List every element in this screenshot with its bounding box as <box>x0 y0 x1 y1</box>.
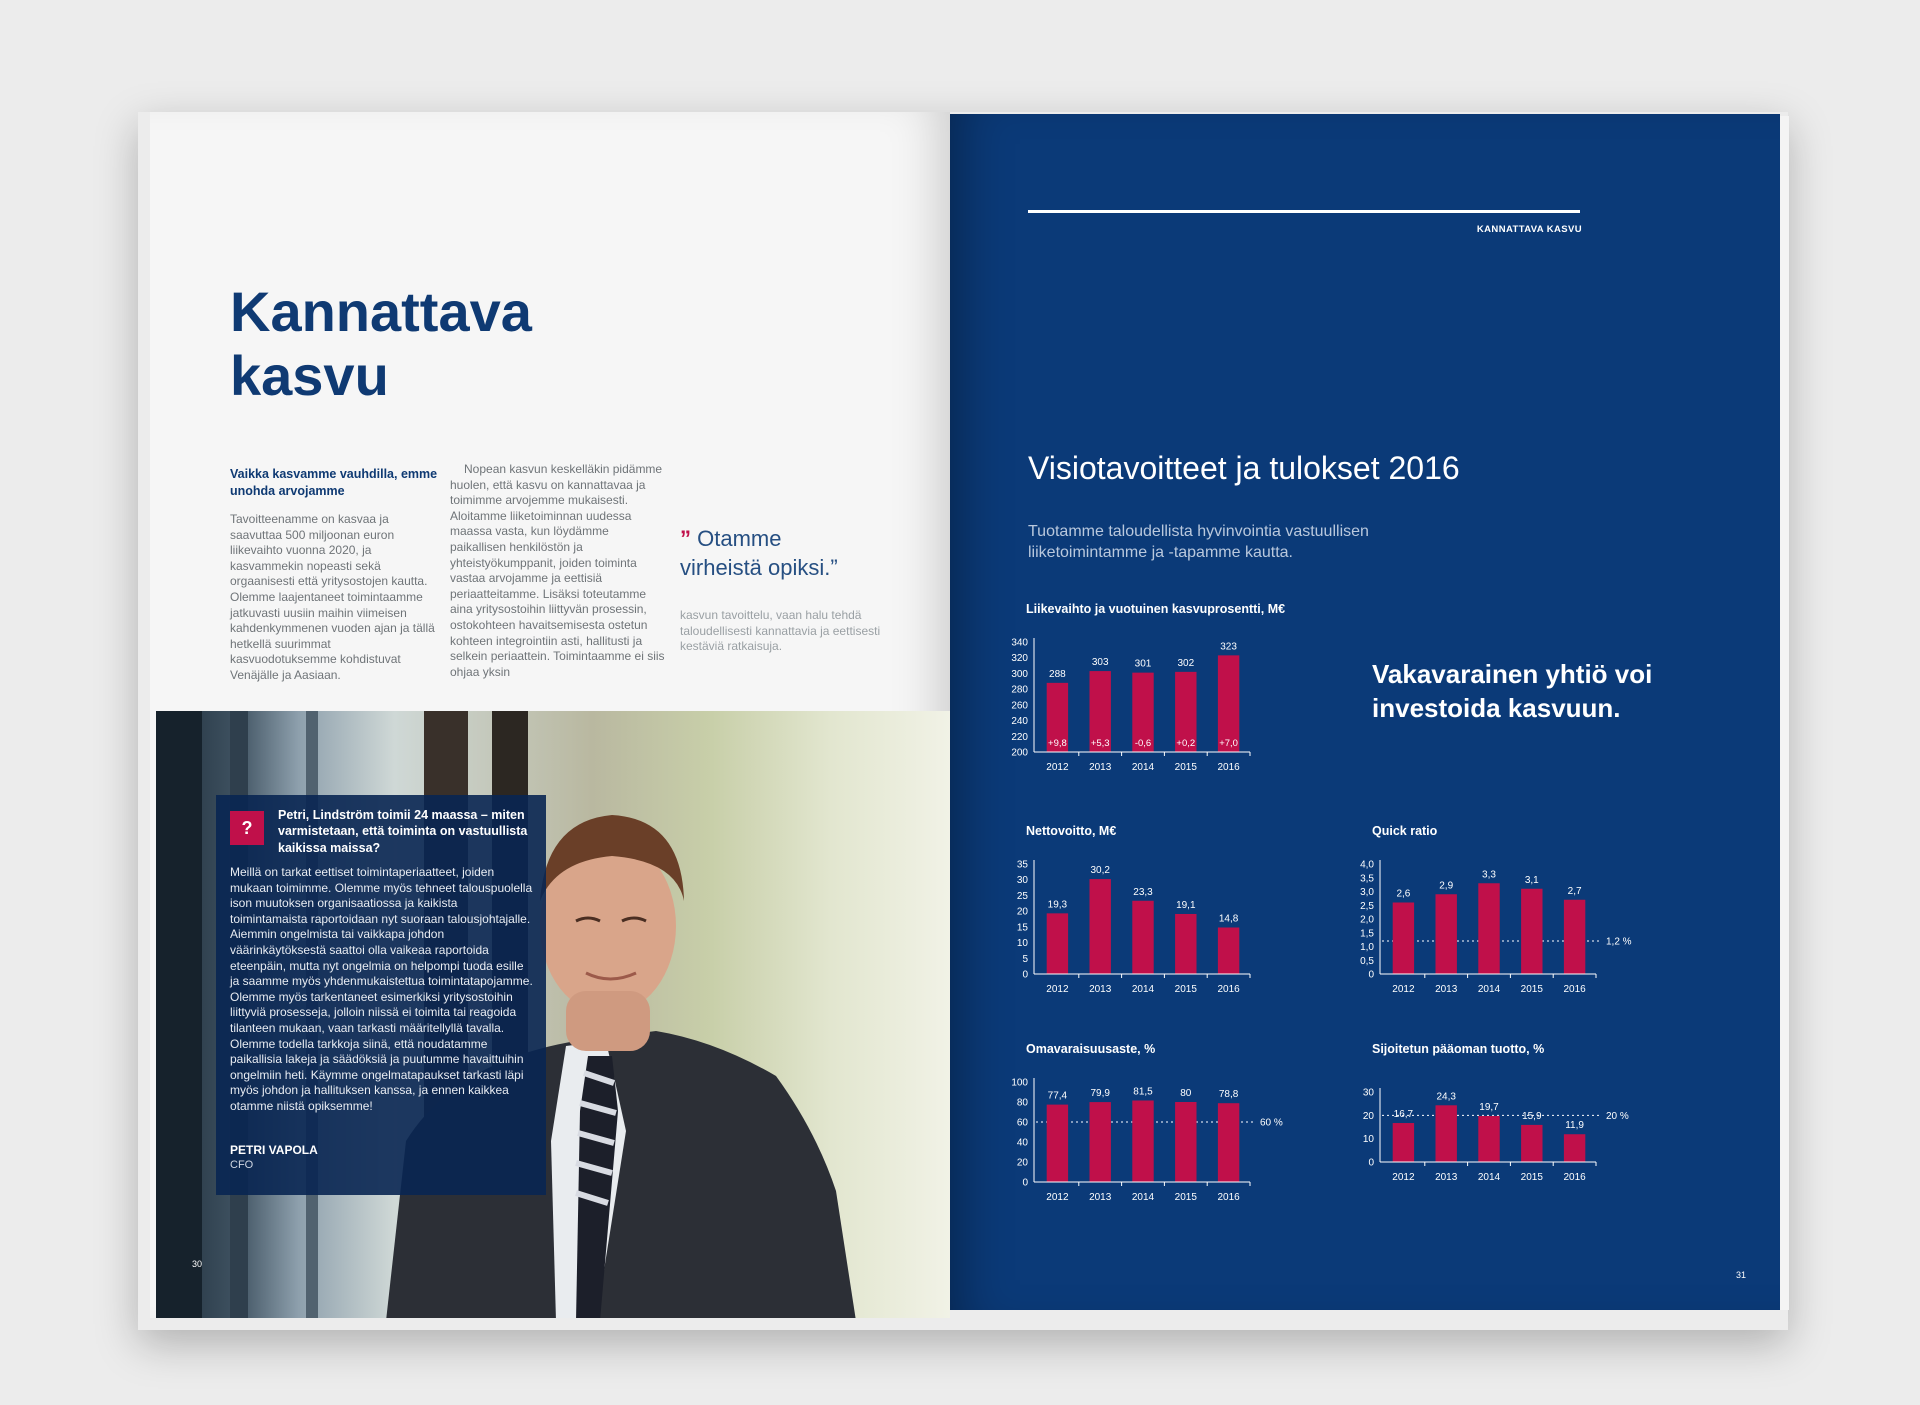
chart-title-revenue: Liikevaihto ja vuotuinen kasvuprosentti, M€ <box>1026 602 1286 616</box>
x-tick-label: 2014 <box>1131 762 1155 773</box>
y-tick-label: 320 <box>1011 653 1028 665</box>
y-tick-label: 20 <box>1016 906 1028 918</box>
section-title: Visiotavoitteet ja tulokset 2016 <box>1028 450 1460 486</box>
page-number-left: 30 <box>192 1259 203 1269</box>
chart-net-profit <box>1000 854 1290 1004</box>
header-rule <box>1028 210 1580 213</box>
quote-mark-icon: ” <box>680 526 691 551</box>
x-tick-label: 2016 <box>1217 1192 1240 1203</box>
growth-label: -0,6 <box>1134 738 1152 749</box>
x-tick-label: 2013 <box>1435 984 1458 995</box>
x-tick-label: 2016 <box>1563 1172 1586 1183</box>
bar <box>1393 1123 1414 1162</box>
bar <box>1090 879 1111 974</box>
y-tick-label: 25 <box>1016 890 1028 902</box>
y-tick-label: 30 <box>1362 1087 1374 1099</box>
x-tick-label: 2013 <box>1089 1192 1112 1203</box>
slogan: Vakavarainen yhtiö voi investoida kasvuun. <box>1372 659 1653 723</box>
y-tick-label: 220 <box>1011 731 1028 743</box>
y-tick-label: 0,5 <box>1360 955 1374 967</box>
x-tick-label: 2015 <box>1520 1172 1543 1183</box>
y-tick-label: 280 <box>1011 684 1028 696</box>
target-label: 20 % <box>1606 1110 1629 1122</box>
y-tick-label: 2,5 <box>1360 900 1374 912</box>
y-tick-label: 20 <box>1016 1157 1028 1169</box>
x-tick-label: 2015 <box>1520 984 1543 995</box>
growth-label: +9,8 <box>1048 738 1067 749</box>
y-tick-label: 0 <box>1368 969 1374 981</box>
y-tick-label: 4,0 <box>1360 859 1374 871</box>
bar <box>1047 1105 1068 1182</box>
target-label: 1,2 % <box>1606 936 1632 948</box>
chart-equity-ratio <box>1000 1072 1330 1222</box>
target-label: 60 % <box>1260 1117 1283 1129</box>
bar <box>1218 1103 1239 1182</box>
page-edge <box>1780 116 1789 1310</box>
value-label: 80 <box>1180 1088 1192 1099</box>
x-tick-label: 2014 <box>1131 984 1155 995</box>
section-subtitle: Tuotamme taloudellista hyvinvointia vastuullisen liiketoimintamme ja -tapamme kautta. <box>1028 523 1369 561</box>
title-line-1: Kannattava <box>230 280 532 343</box>
value-label: 19,3 <box>1047 899 1068 911</box>
lead-heading: Vaikka kasvamme vauhdilla, emme unohda arvojamme <box>230 467 438 498</box>
value-label: 30,2 <box>1090 865 1110 877</box>
right-page <box>950 114 1780 1310</box>
body-column-2: Nopean kasvun keskelläkin pidämme huolen, että kasvu on kannattavaa ja toimimme arvojemme mukaisesti. Aloitamme liiketoiminnan uudessa maassa vasta, kun löydämme paikallisen henkilöstön ja yhteistyökumppanit, joiden toiminta vastaa arvojamme ja eettisiä periaatteitamme. Lisäksi toteutamme aina yritysostoihin liittyvän prosessin, ostokohteen havaitsemisesta ostetun kohteen integrointiin asti, hallitusti ja selkein periaattein. Toimintaamme ei siis ohjaa yksin <box>450 462 665 679</box>
chart-title-quick-ratio: Quick ratio <box>1372 824 1438 838</box>
bar <box>1132 901 1153 974</box>
quote-line-2: virheistä opiksi.” <box>680 554 838 580</box>
value-label: 3,1 <box>1524 874 1539 886</box>
signature-name: PETRI VAPOLA <box>230 1143 318 1157</box>
y-tick-label: 100 <box>1011 1077 1028 1089</box>
value-label: 23,3 <box>1133 886 1153 898</box>
x-tick-label: 2012 <box>1046 762 1069 773</box>
value-label: 2,6 <box>1396 888 1411 900</box>
x-tick-label: 2012 <box>1392 984 1415 995</box>
quote-line-1: Otamme <box>697 526 782 551</box>
pull-quote <box>680 525 838 582</box>
value-label: 3,3 <box>1482 869 1496 881</box>
bar <box>1047 913 1068 974</box>
value-label: 78,8 <box>1218 1089 1239 1101</box>
bar <box>1175 1102 1196 1182</box>
y-tick-label: 260 <box>1011 700 1028 712</box>
bar <box>1436 894 1457 974</box>
y-tick-label: 300 <box>1011 668 1028 680</box>
y-tick-label: 200 <box>1011 747 1028 759</box>
y-tick-label: 10 <box>1016 938 1028 950</box>
value-label: 79,9 <box>1090 1088 1110 1100</box>
chart-title-net-profit: Nettovoitto, M€ <box>1026 824 1117 838</box>
bar <box>1521 1125 1542 1162</box>
x-tick-label: 2014 <box>1477 1172 1501 1183</box>
growth-label: +7,0 <box>1219 738 1238 749</box>
left-page <box>150 112 950 1318</box>
y-tick-label: 1,5 <box>1360 928 1374 940</box>
bar <box>1175 914 1196 974</box>
interview-answer: Meillä on tarkat eettiset toimintaperiaatteet, joiden mukaan toimimme. Olemme myös tehneet talouspuolella ison muutoksen organisaatiossa ja kaikista toimintamaista raportoidaan nyt suoraan talousjohtajalle. Aiemmin ongelmista tai vaikkapa johdon väärinkäytöksestä saattoi olla vaikeaa raportoida eteenpäin, mutta nyt ongelmia on helpompi tuoda esille ja saamme myös yhdenmukaistettua toimintatapojamme. Olemme myös tarkentaneet esimerkiksi yritysostoihin liittyviä prosesseja, jolloin niissä ei toimita tai reagoida tilanteen mukaan, vaan tarkasti määritellyllä tavalla. Olemme todella tarkkoja siinä, että noudatamme paikallisia lakeja ja säädöksiä ja puutumme havaittuihin ongelmiin heti. Käymme ongelmatapaukset tarkasti läpi myös johdon ja hallituksen kanssa, ja ennen kaikkea otamme niistä opiksemme! <box>230 865 533 1113</box>
x-tick-label: 2012 <box>1046 984 1069 995</box>
y-tick-label: 0 <box>1022 1177 1028 1189</box>
value-label: 11,9 <box>1565 1120 1584 1132</box>
y-tick-label: 2,0 <box>1360 914 1374 926</box>
question-icon: ? <box>230 811 264 845</box>
y-tick-label: 40 <box>1016 1137 1028 1149</box>
bar <box>1521 889 1542 974</box>
chart-roce <box>1346 1072 1676 1222</box>
y-tick-label: 60 <box>1016 1117 1028 1129</box>
x-tick-label: 2015 <box>1174 984 1197 995</box>
body-column-1: Tavoitteenamme on kasvaa ja saavuttaa 500 miljoonan euron liikevaihto vuonna 2020, ja kasvammekin nopeasti sekä orgaanisesti että yritysostojen kautta. Olemme laajentaneet toimintaamme jatkuvasti uusiin maihin viimeisen kahdenkymmenen vuoden ajan ja tällä hetkellä suurimmat kasvuodotuksemme kohdistuvat Venäjälle ja Aasiaan. <box>230 512 435 682</box>
value-label: 19,7 <box>1479 1102 1499 1114</box>
y-tick-label: 30 <box>1016 875 1028 887</box>
chart-quick-ratio <box>1346 854 1676 1004</box>
bar <box>1436 1105 1457 1162</box>
bar <box>1478 1116 1499 1162</box>
y-tick-label: 5 <box>1022 953 1028 965</box>
x-tick-label: 2016 <box>1217 762 1240 773</box>
x-tick-label: 2012 <box>1046 1192 1069 1203</box>
y-tick-label: 80 <box>1016 1097 1028 1109</box>
x-tick-label: 2012 <box>1392 1172 1415 1183</box>
x-tick-label: 2014 <box>1131 1192 1155 1203</box>
bar <box>1218 927 1239 974</box>
bar <box>1564 900 1585 974</box>
bar <box>1564 1134 1585 1162</box>
y-tick-label: 3,5 <box>1360 873 1374 885</box>
value-label: 323 <box>1220 641 1237 653</box>
growth-label: +5,3 <box>1090 738 1110 749</box>
value-label: 15,9 <box>1522 1110 1542 1122</box>
value-label: 16,7 <box>1393 1109 1414 1121</box>
section-kicker: KANNATTAVA KASVU <box>1476 224 1582 235</box>
x-tick-label: 2013 <box>1089 984 1112 995</box>
y-tick-label: 340 <box>1011 637 1028 649</box>
value-label: 2,9 <box>1439 880 1454 892</box>
title-line-2: kasvu <box>230 344 389 408</box>
chart-title-equity-ratio: Omavaraisuusaste, % <box>1026 1042 1156 1056</box>
x-tick-label: 2015 <box>1174 762 1197 773</box>
y-tick-label: 1,0 <box>1360 942 1374 953</box>
y-tick-label: 0 <box>1022 969 1028 981</box>
value-label: 81,5 <box>1133 1086 1153 1098</box>
chart-title-roce: Sijoitetun pääoman tuotto, % <box>1372 1042 1545 1056</box>
growth-label: +0,2 <box>1176 738 1196 749</box>
y-tick-label: 0 <box>1368 1157 1374 1169</box>
x-tick-label: 2013 <box>1089 762 1112 773</box>
value-label: 301 <box>1134 658 1152 670</box>
value-label: 2,7 <box>1567 885 1582 897</box>
y-tick-label: 35 <box>1016 859 1028 871</box>
value-label: 19,1 <box>1176 899 1196 911</box>
y-tick-label: 15 <box>1016 922 1028 934</box>
value-label: 14,8 <box>1218 913 1239 925</box>
bar <box>1478 883 1499 974</box>
interview-box <box>216 795 546 1195</box>
value-label: 77,4 <box>1047 1090 1068 1102</box>
y-tick-label: 10 <box>1362 1134 1374 1146</box>
y-tick-label: 20 <box>1362 1110 1374 1122</box>
page-number-right: 31 <box>1736 1270 1747 1280</box>
bar <box>1132 1101 1153 1183</box>
x-tick-label: 2013 <box>1435 1172 1458 1183</box>
body-column-3: kasvun tavoittelu, vaan halu tehdä taloudellisesti kannattavia ja eettisesti kestäviä ratkaisuja. <box>680 608 881 654</box>
chart-revenue <box>1000 632 1290 782</box>
value-label: 303 <box>1091 657 1109 669</box>
y-tick-label: 240 <box>1011 716 1028 728</box>
interview-question: Petri, Lindström toimii 24 maassa – miten varmistetaan, että toiminta on vastuullista kaikissa maissa? <box>278 808 528 855</box>
x-tick-label: 2015 <box>1174 1192 1197 1203</box>
bar <box>1393 903 1414 975</box>
page-title <box>230 280 532 409</box>
signature-role: CFO <box>230 1159 254 1171</box>
bar <box>1090 1102 1111 1182</box>
x-tick-label: 2016 <box>1217 984 1240 995</box>
x-tick-label: 2016 <box>1563 984 1586 995</box>
value-label: 302 <box>1177 657 1195 669</box>
portrait-photo <box>156 711 950 1318</box>
value-label: 24,3 <box>1436 1091 1456 1103</box>
x-tick-label: 2014 <box>1477 984 1501 995</box>
value-label: 288 <box>1049 668 1066 680</box>
y-tick-label: 3,0 <box>1360 887 1374 898</box>
